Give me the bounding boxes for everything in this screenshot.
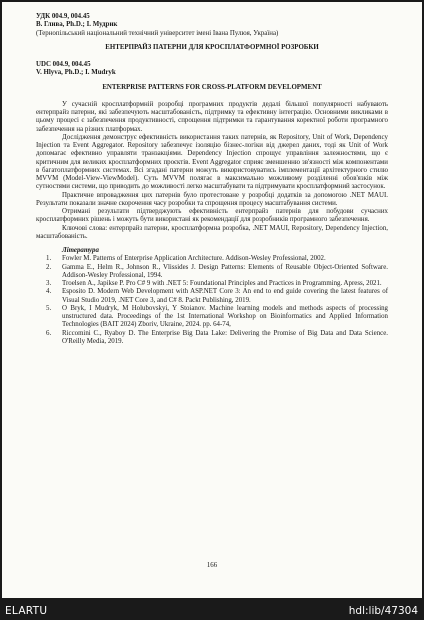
reference-text: Fowler M. Patterns of Enterprise Application Architecture. Addison-Wesley Professional, 2002. bbox=[62, 255, 326, 263]
title-ua: ЕНТЕРПРАЙЗ ПАТЕРНИ ДЛЯ КРОСПЛАТФОРМНОЇ РОЗРОБКИ bbox=[105, 43, 319, 51]
authors-en: V. Hlyva, Ph.D.; I. Mudryk bbox=[36, 69, 116, 77]
reference-text: Riccomini C., Ryaboy D. The Enterprise Big Data Lake: Delivering the Promise of Big Data and Data Science. O'Reilly Media, 2019. bbox=[62, 329, 388, 345]
body-paragraph: Дослідження демонструє ефективність використання таких патернів, як Repository, Unit of Work, Dependency Injection та Event Aggregator. Repository забезпечує ізоляцію бізнес-логіки від джерел даних, тоді як Unit of Work допомагає ефективно управляти транзакціями. Dependency Injection спрощує управління залежностями, що є критичним для великих кросплатформних проєктів. Event Aggregator сприяє зменшенню зв'язності між компонентами в багатоплатформних системах. Всі згадані патерни можуть використовуватись імплементації архітектурного стилю MVVM (Model-View-ViewModel). Суть MVVM полягає в максимально можливому розділенні обов'язків між сутностями системи, що приводить до можливості легко масштабувати та підтримувати кросплатформний застосунок. bbox=[36, 133, 388, 191]
reference-text: Troelsen A., Japikse P. Pro C# 9 with .NET 5: Foundational Principles and Practices in Programming. Apress, 2021. bbox=[62, 280, 382, 287]
document-page bbox=[2, 2, 422, 598]
keywords: Ключові слова: ентерпрайз патерни, кросплатформна розробка, .NET MAUI, Repository, Dependency Injection, масштабованість. bbox=[36, 224, 388, 240]
reference-number: 5. bbox=[46, 304, 52, 312]
udc-ua: УДК 004.9, 004.45 bbox=[36, 13, 90, 20]
udc-en: UDC 004.9, 004.45 bbox=[36, 61, 91, 68]
reference-text: Gamma E., Helm R., Johnson R., Vlissides J. Design Patterns: Elements of Reusable Object-Oriented Software. Addison-Wesley Professional, 1994. bbox=[62, 263, 388, 279]
title-en: ENTERPRISE PATTERNS FOR CROSS-PLATFORM DEVELOPMENT bbox=[102, 83, 322, 91]
reference-item bbox=[36, 305, 388, 330]
reference-item bbox=[36, 280, 388, 288]
reference-item bbox=[36, 330, 388, 347]
affiliation-ua: (Тернопільський національний технічний університет імені Івана Пулюя, Україна) bbox=[36, 29, 279, 37]
repository-label: ELARTU bbox=[5, 605, 48, 617]
reference-number: 6. bbox=[46, 329, 52, 337]
reference-item bbox=[36, 288, 388, 305]
reference-number: 2. bbox=[46, 263, 52, 271]
reference-list bbox=[36, 255, 388, 346]
reference-text: O Bryk, I Mudryk, M Holubovskyi, Y Stoianov. Machine learning models and methods aspects of processing unstructured data. Proceedings of the 1st International Workshop on Bioinformatics and Applied Information Technologies (BAIT 2024) Zboriv, Ukraine, 2024. pp. 64-74, bbox=[62, 304, 388, 329]
reference-item bbox=[36, 264, 388, 281]
reference-text: Esposito D. Modern Web Development with ASP.NET Core 3: An end to end guide covering the latest features of Visual Studio 2019, .NET Core 3, and C# 8. Packt Publishing, 2019. bbox=[62, 288, 388, 304]
handle-label: hdl:lib/47304 bbox=[348, 605, 418, 617]
page-content bbox=[36, 13, 388, 346]
page-number: 166 bbox=[206, 562, 218, 569]
reference-number: 1. bbox=[46, 255, 52, 263]
reference-item bbox=[36, 255, 388, 263]
body-paragraph: Отримані результати підтверджують ефективність ентерпрайз патернів для побудови сучасних кросплатформних рішень і можуть бути використані як рекомендації для розробників програмного забезпечення. bbox=[36, 208, 388, 224]
authors-ua: В. Глива, Ph.D.; І. Мудрик bbox=[36, 21, 118, 29]
body-paragraph: У сучасній кросплатформній розробці програмних продуктів дедалі більшої популярності набувають ентерпрайз патерни, які забезпечують масштабованість, підтримку та ефективну інтеграцію. Основними викликами в цьому процесі є забезпечення продуктивності, спрощення підтримки та гарантування коректної роботи програмного забезпечення на різних платформах. bbox=[36, 100, 388, 133]
reference-number: 3. bbox=[46, 280, 52, 287]
literature-heading: Література bbox=[62, 247, 99, 254]
reference-number: 4. bbox=[46, 288, 52, 296]
body-paragraph: Практичне впровадження цих патернів було протестоване у розробці додатків за допомогою .NET MAUI. Результати показали значне скорочення часу розробки та спрощення процесу масштабування системи. bbox=[36, 191, 388, 207]
